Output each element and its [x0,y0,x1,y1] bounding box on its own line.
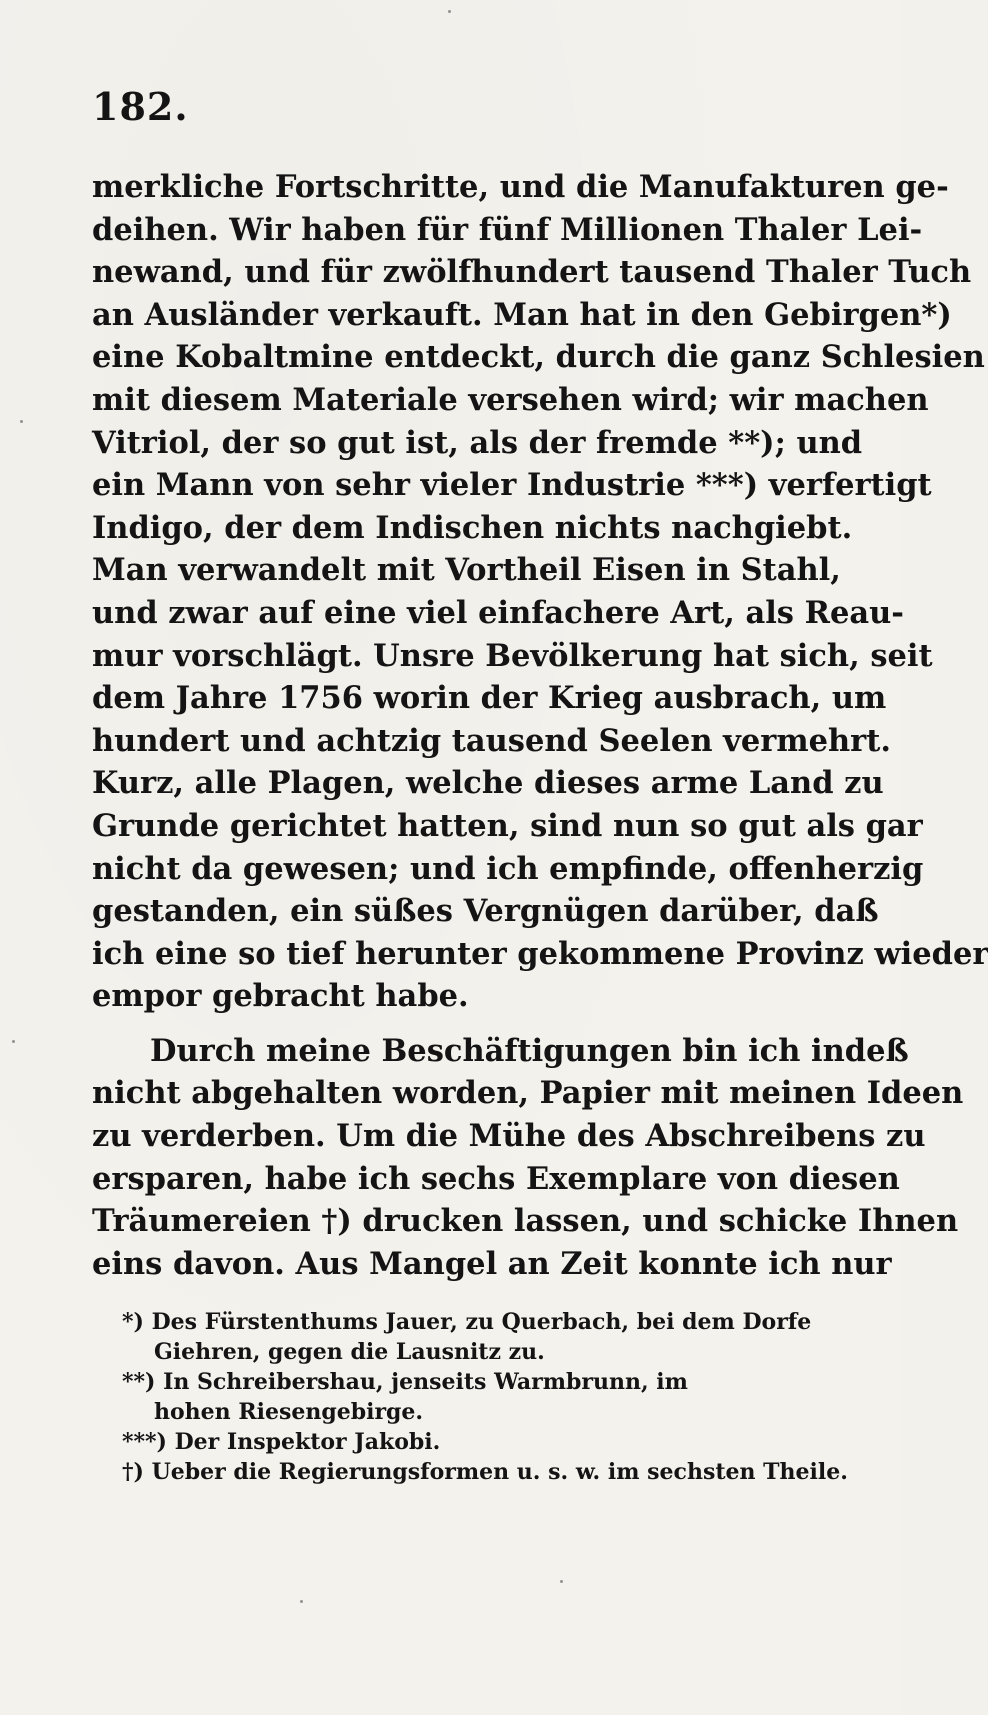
paper-speck [20,420,23,423]
footnote-line: **) In Schreibershau, jenseits Warmbrunn, im [122,1369,688,1396]
text-line: ersparen, habe ich sechs Exemplare von diesen [92,1160,900,1197]
paper-speck [448,10,451,13]
footnote-line: hohen Riesengebirge. [154,1399,424,1426]
paper-speck [12,1040,15,1043]
text-line: Indigo, der dem Indischen nichts nachgiebt. [92,509,853,546]
text-line: Kurz, alle Plagen, welche dieses arme Land zu [92,765,884,802]
text-line: Man verwandelt mit Vortheil Eisen in Stahl, [92,552,841,589]
footnote-line: *) Des Fürstenthums Jauer, zu Querbach, bei dem Dorfe [122,1309,812,1336]
text-line: ein Mann von sehr vieler Industrie ***) verfertigt [92,467,932,504]
footnote-2 [92,1367,840,1427]
text-line: an Ausländer verkauft. Man hat in den Gebirgen*) [92,296,952,333]
text-line: mit diesem Materiale versehen wird; wir machen [92,381,929,418]
paragraph-gap [92,1018,840,1030]
text-line: zu verderben. Um die Mühe des Abschreibens zu [92,1118,926,1155]
text-line: Durch meine Beschäftigungen bin ich indeß [150,1032,909,1069]
text-line: hundert und achtzig tausend Seelen vermehrt. [92,722,891,759]
text-line: deihen. Wir haben für fünf Millionen Thaler Lei- [92,211,923,248]
paper-speck [560,1580,563,1583]
text-line: merkliche Fortschritte, und die Manufakturen ge- [92,169,949,205]
text-line: und zwar auf eine viel einfachere Art, als Reau- [92,594,904,631]
footnote-4 [92,1457,848,1487]
text-line: eine Kobaltmine entdeckt, durch die ganz Schlesien [92,339,985,376]
text-line: newand, und für zwölfhundert tausend Thaler Tuch [92,254,972,291]
text-line: nicht da gewesen; und ich empfinde, offenherzig [92,850,924,887]
text-line: empor gebracht habe. [92,978,469,1015]
paragraph-1 [92,166,988,1018]
text-line: gestanden, ein süßes Vergnügen darüber, daß [92,893,879,930]
footnote-line: ***) Der Inspektor Jakobi. [122,1429,441,1456]
footnote-line: Giehren, gegen die Lausnitz zu. [154,1339,545,1366]
body-text [92,166,988,1285]
page-number: 182. [92,84,189,129]
text-line: Grunde gerichtet hatten, sind nun so gut als gar [92,807,923,844]
footnote-1 [92,1307,840,1367]
footnote-line: †) Ueber die Regierungsformen u. s. w. im sechsten Theile. [122,1459,848,1486]
footnotes [92,1307,848,1487]
paper-speck [300,1600,303,1603]
text-line: eins davon. Aus Mangel an Zeit konnte ich nur [92,1245,892,1282]
paragraph-2 [92,1030,964,1286]
text-line: mur vorschlägt. Unsre Bevölkerung hat sich, seit [92,637,933,674]
text-line: nicht abgehalten worden, Papier mit meinen Ideen [92,1075,964,1112]
text-line: ich eine so tief herunter gekommene Provinz wieder [92,935,988,972]
text-line: dem Jahre 1756 worin der Krieg ausbrach, um [92,680,887,717]
text-line: Vitriol, der so gut ist, als der fremde **); und [92,424,863,461]
footnote-3 [92,1427,840,1457]
text-line: Träumereien †) drucken lassen, und schicke Ihnen [92,1203,959,1240]
